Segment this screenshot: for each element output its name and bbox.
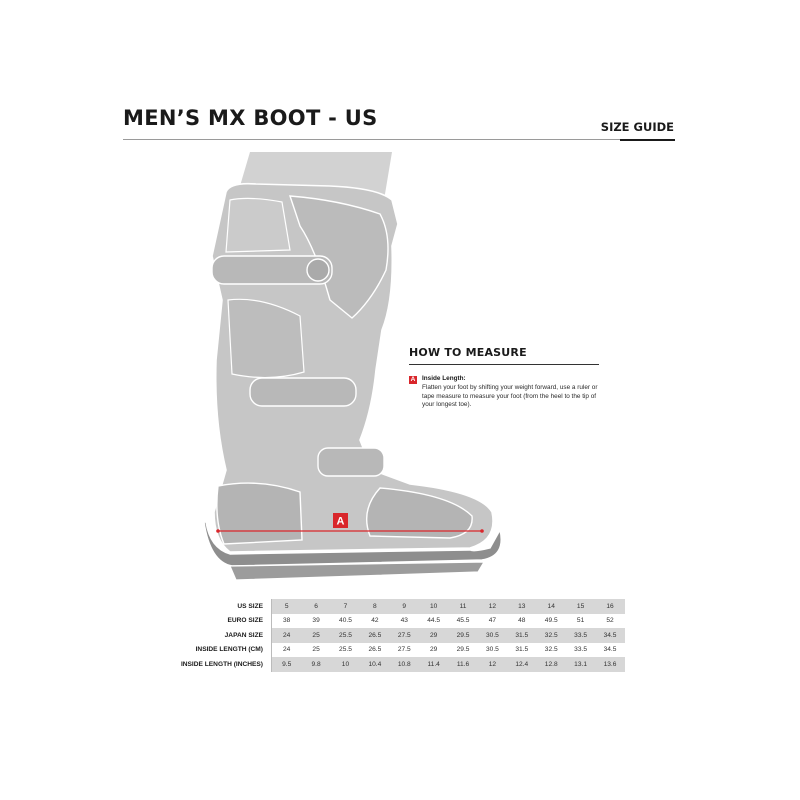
- table-cell: 8: [360, 599, 389, 614]
- table-cell: 15: [566, 599, 595, 614]
- step-marker-a: A: [410, 376, 416, 383]
- measure-marker-a-label: A: [336, 515, 345, 528]
- table-cell: 25: [301, 628, 330, 643]
- inside-length-end: [480, 529, 484, 533]
- table-cell: 40.5: [331, 614, 360, 629]
- row-label: JAPAN SIZE: [150, 628, 272, 643]
- how-to-measure-divider: [409, 364, 599, 365]
- table-cell: 25.5: [331, 628, 360, 643]
- table-cell: 43: [390, 614, 419, 629]
- table-cell: 12.8: [537, 657, 566, 672]
- table-row: [150, 599, 625, 614]
- table-cell: 27.5: [390, 643, 419, 658]
- strap-3: [318, 448, 384, 476]
- how-to-measure-panel: [409, 346, 599, 410]
- table-cell: 30.5: [478, 643, 507, 658]
- table-cell: 32.5: [537, 643, 566, 658]
- table-cell: 11.4: [419, 657, 448, 672]
- page-title: MEN’S MX BOOT - US: [123, 106, 378, 130]
- table-row: [150, 643, 625, 658]
- row-label: EURO SIZE: [150, 614, 272, 629]
- table-cell: 34.5: [595, 628, 624, 643]
- table-cell: 12.4: [507, 657, 536, 672]
- table-cell: 13.1: [566, 657, 595, 672]
- table-cell: 13.6: [595, 657, 624, 672]
- size-guide-underline: [620, 139, 675, 141]
- table-cell: 9.8: [301, 657, 330, 672]
- size-chart-table: [150, 599, 625, 672]
- how-to-measure-title: HOW TO MEASURE: [409, 346, 527, 359]
- table-cell: 31.5: [507, 628, 536, 643]
- step-body: [422, 375, 599, 410]
- table-cell: 29.5: [448, 643, 477, 658]
- table-cell: 39: [301, 614, 330, 629]
- table-cell: 47: [478, 614, 507, 629]
- table-cell: 31.5: [507, 643, 536, 658]
- table-cell: 26.5: [360, 628, 389, 643]
- table-cell: 6: [301, 599, 330, 614]
- table-row: [150, 628, 625, 643]
- table-cell: 10.8: [390, 657, 419, 672]
- table-cell: 25: [301, 643, 330, 658]
- table-cell: 52: [595, 614, 624, 629]
- table-cell: 45.5: [448, 614, 477, 629]
- table-cell: 32.5: [537, 628, 566, 643]
- inside-length-start: [216, 529, 220, 533]
- header-divider: [123, 139, 675, 140]
- table-cell: 29: [419, 643, 448, 658]
- row-label: INSIDE LENGTH (CM): [150, 643, 272, 658]
- strap-2: [250, 378, 356, 406]
- table-cell: 33.5: [566, 628, 595, 643]
- calf-panel: [226, 198, 290, 252]
- table-cell: 12: [478, 657, 507, 672]
- table-cell: 12: [478, 599, 507, 614]
- table-cell: 29.5: [448, 628, 477, 643]
- table-cell: 10: [331, 657, 360, 672]
- table-row: [150, 657, 625, 672]
- table-cell: 16: [595, 599, 624, 614]
- step-title: Inside Length:: [422, 375, 466, 382]
- table-cell: 10: [419, 599, 448, 614]
- heel-panel: [217, 483, 302, 544]
- table-cell: 11: [448, 599, 477, 614]
- table-cell: 10.4: [360, 657, 389, 672]
- buckle-1: [307, 259, 329, 281]
- table-cell: 14: [537, 599, 566, 614]
- table-cell: 42: [360, 614, 389, 629]
- table-cell: 11.6: [448, 657, 477, 672]
- table-cell: 25.5: [331, 643, 360, 658]
- table-cell: 38: [272, 614, 302, 629]
- table-cell: 26.5: [360, 643, 389, 658]
- table-cell: 24: [272, 643, 302, 658]
- table-cell: 49.5: [537, 614, 566, 629]
- table-cell: 44.5: [419, 614, 448, 629]
- table-cell: 9.5: [272, 657, 302, 672]
- row-label: US SIZE: [150, 599, 272, 614]
- table-cell: 48: [507, 614, 536, 629]
- table-row: [150, 614, 625, 629]
- table-cell: 7: [331, 599, 360, 614]
- table-cell: 34.5: [595, 643, 624, 658]
- table-cell: 29: [419, 628, 448, 643]
- table-cell: 13: [507, 599, 536, 614]
- size-guide-label: SIZE GUIDE: [600, 120, 674, 134]
- table-cell: 33.5: [566, 643, 595, 658]
- table-cell: 51: [566, 614, 595, 629]
- measure-step: [409, 375, 599, 410]
- table-cell: 27.5: [390, 628, 419, 643]
- table-cell: 30.5: [478, 628, 507, 643]
- row-label: INSIDE LENGTH (INCHES): [150, 657, 272, 672]
- table-cell: 24: [272, 628, 302, 643]
- step-text: Flatten your foot by shifting your weight forward, use a ruler or tape measure to measure your foot (from the heel to the tip of your longest toe).: [422, 383, 598, 409]
- table-cell: 9: [390, 599, 419, 614]
- table-cell: 5: [272, 599, 302, 614]
